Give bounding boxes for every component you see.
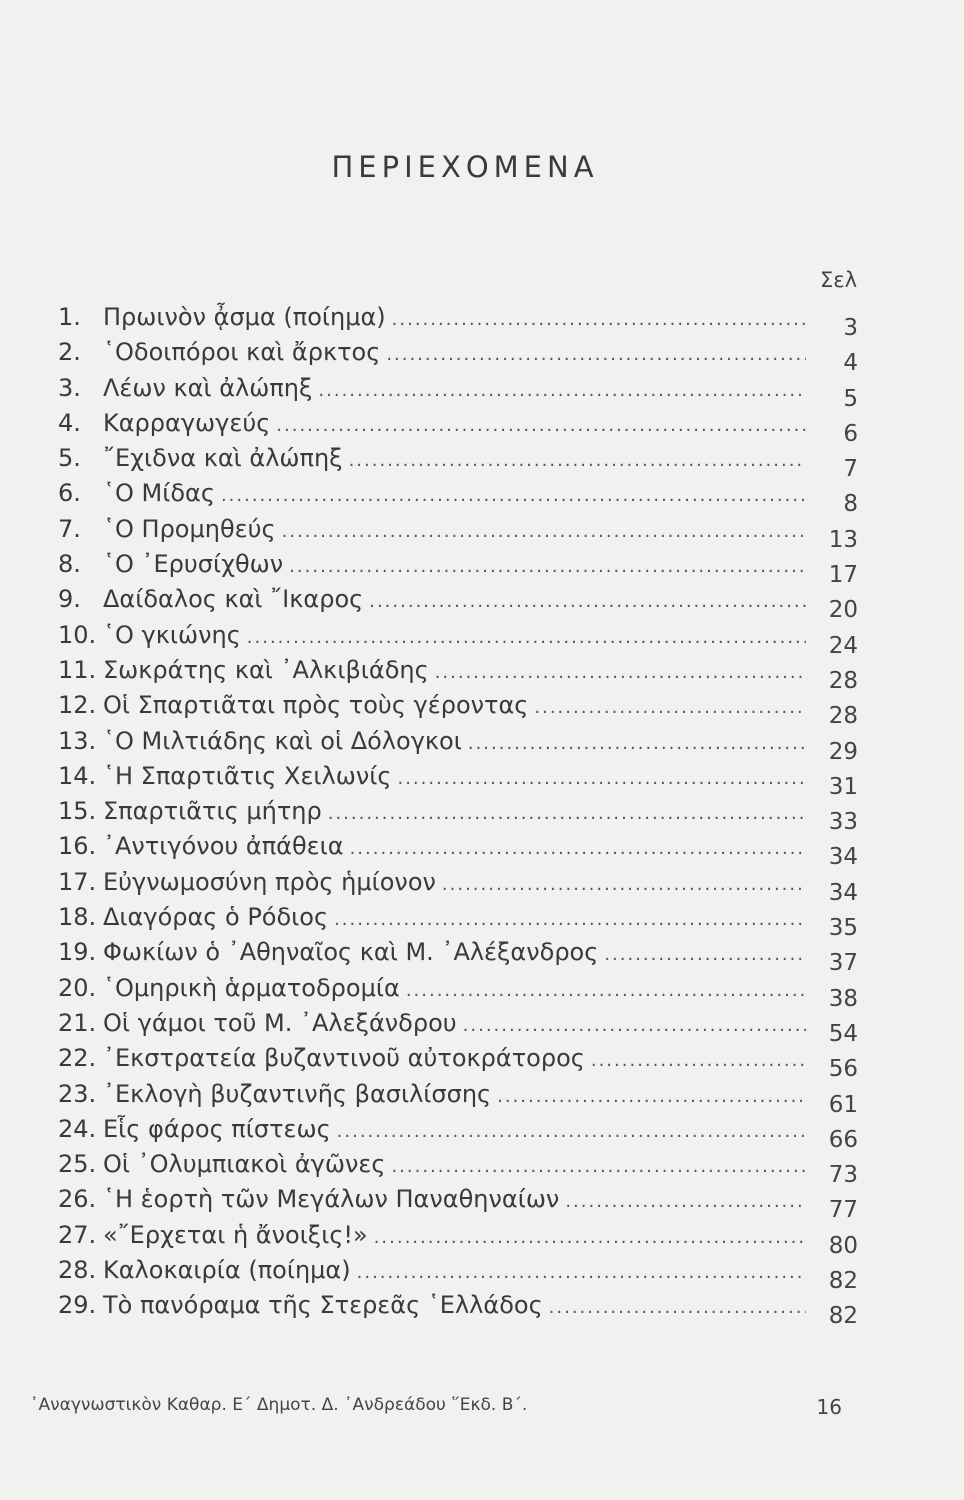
footer-book-info: ᾽Αναγνωστικὸν Καθαρ. Ε΄ Δημοτ. Δ. ᾽Ανδρεάδου ῞Εκδ. Β΄.: [30, 1395, 528, 1415]
toc-entry: [58, 724, 858, 765]
entry-page: 82: [828, 1268, 858, 1295]
toc-entry: [58, 971, 858, 1012]
entry-title: Καρραγωγεύς: [103, 408, 271, 437]
entry-title: Σπαρτιᾶτις μήτηρ: [103, 797, 322, 826]
toc-entry: [58, 1006, 858, 1047]
entry-page: 24: [828, 632, 858, 659]
toc-entry: [58, 653, 858, 694]
footer-signature-number: 16: [816, 1395, 842, 1419]
entry-page: 31: [828, 773, 858, 800]
toc-entry: [58, 935, 858, 977]
leader-dots: [386, 337, 806, 372]
entry-title: ᾽Εκστρατεία βυζαντινοῦ αὐτοκράτορος: [103, 1044, 585, 1073]
entry-title: ῎Εχιδνα καὶ ἀλώπηξ: [103, 444, 343, 473]
entry-title: ῾Οδοιπόροι καὶ ἄρκτος: [103, 338, 381, 367]
leader-dots: [318, 373, 806, 408]
entry-title: ῾Ο Προμηθεύς: [103, 514, 276, 543]
entry-page: 28: [828, 703, 858, 730]
toc-entry: [58, 865, 858, 906]
toc-entry: [58, 1077, 858, 1118]
leader-dots: [468, 726, 806, 761]
entry-number: 13.: [58, 726, 97, 755]
entry-number: 23.: [58, 1079, 97, 1108]
entry-page: 34: [828, 844, 858, 871]
toc-entry: [58, 1218, 858, 1259]
leader-dots: [337, 1114, 806, 1149]
leader-dots: [604, 937, 806, 972]
leader-dots: [435, 655, 806, 690]
leader-dots: [374, 1220, 806, 1255]
toc-entry: [58, 1288, 858, 1330]
entry-page: 8: [843, 491, 858, 518]
entry-page: 20: [828, 597, 858, 624]
leader-dots: [534, 690, 806, 725]
entry-page: 35: [828, 915, 858, 942]
entry-title: ῾Ο Μιλτιάδης καὶ οἱ Δόλογκοι: [103, 726, 462, 755]
entry-page: 34: [828, 879, 858, 906]
entry-page: 33: [828, 809, 858, 836]
toc-entry: [58, 1182, 858, 1224]
toc-entry: [58, 476, 858, 518]
entry-number: 8.: [58, 550, 81, 579]
entry-number: 5.: [58, 444, 81, 473]
entry-page: 29: [828, 738, 858, 765]
entry-number: 1.: [58, 303, 81, 331]
entry-number: 10.: [58, 620, 97, 649]
entry-page: 3: [843, 315, 858, 341]
entry-page: 38: [828, 985, 858, 1012]
entry-title: ᾽Αντιγόνου ἀπάθεια: [103, 832, 344, 861]
entry-page: 77: [828, 1197, 858, 1224]
leader-dots: [391, 1149, 806, 1184]
entry-number: 24.: [58, 1114, 97, 1143]
leader-dots: [349, 443, 806, 478]
entry-title: Οἱ Σπαρτιᾶται πρὸς τοὺς γέροντας: [103, 691, 529, 720]
toc-entry: [58, 618, 858, 659]
toc-entry: [58, 900, 858, 942]
entry-number: 29.: [58, 1291, 97, 1320]
toc-entry: [58, 371, 858, 412]
toc-entry: [58, 547, 858, 589]
toc-entry: [58, 1112, 858, 1153]
entry-page: 5: [843, 385, 858, 412]
entry-number: 4.: [58, 408, 81, 437]
entry-title: Εἷς φάρος πίστεως: [103, 1114, 331, 1143]
leader-dots: [282, 514, 806, 549]
leader-dots: [591, 1043, 806, 1078]
entry-number: 7.: [58, 514, 81, 543]
entry-title: Πρωινὸν ᾆσμα (ποίημα): [103, 303, 386, 331]
page-title: ΠΕΡΙΕΧΟΜΕΝΑ: [331, 150, 599, 184]
leader-dots: [463, 1008, 806, 1043]
entry-page: 61: [828, 1091, 858, 1118]
leader-dots: [289, 549, 806, 584]
entry-title: Φωκίων ὁ ᾽Αθηναῖος καὶ Μ. ᾽Αλέξανδρος: [103, 938, 599, 967]
leader-dots: [565, 1184, 806, 1219]
entry-title: Οἱ ᾽Ολυμπιακοὶ ἀγῶνες: [103, 1150, 386, 1179]
entry-number: 2.: [58, 338, 81, 367]
page-column-label: Σελ: [820, 268, 858, 292]
leader-dots: [442, 867, 806, 902]
entry-title: ῾Ο γκιώνης: [103, 620, 241, 649]
entry-title: «῎Ερχεται ἡ ἄνοιξις!»: [103, 1220, 368, 1249]
toc-entry: [58, 829, 858, 871]
leader-dots: [549, 1290, 806, 1325]
entry-number: 9.: [58, 585, 81, 614]
entry-title: Διαγόρας ὁ Ρόδιος: [103, 903, 329, 932]
leader-dots: [369, 584, 806, 619]
entry-number: 19.: [58, 938, 97, 967]
entry-title: Σωκράτης καὶ ᾽Αλκιβιάδης: [103, 655, 429, 684]
toc-entry: [58, 300, 858, 341]
entry-page: 66: [828, 1126, 858, 1153]
entry-page: 82: [828, 1303, 858, 1330]
entry-page: 6: [843, 420, 858, 447]
entry-title: Τὸ πανόραμα τῆς Στερεᾶς ῾Ελλάδος: [103, 1291, 543, 1320]
entry-page: 54: [828, 1020, 858, 1047]
leader-dots: [497, 1079, 806, 1114]
entry-number: 25.: [58, 1150, 97, 1179]
toc-entry: [58, 335, 858, 377]
leader-dots: [276, 408, 806, 443]
entry-page: 4: [843, 350, 858, 377]
leader-dots: [334, 902, 806, 937]
leader-dots: [247, 620, 806, 655]
table-of-contents: [58, 300, 858, 1330]
entry-title: Δαίδαλος καὶ ῎Ικαρος: [103, 585, 364, 614]
entry-page: 13: [828, 526, 858, 553]
entry-title: ῾Η Σπαρτιᾶτις Χειλωνίς: [103, 761, 392, 790]
toc-entry: [58, 1041, 858, 1083]
toc-entry: [58, 688, 858, 730]
toc-entry: [58, 794, 858, 836]
entry-number: 6.: [58, 479, 81, 508]
entry-title: ᾽Εκλογὴ βυζαντινῆς βασιλίσσης: [103, 1079, 492, 1108]
toc-entry: [58, 1147, 858, 1189]
toc-entry: [58, 406, 858, 447]
entry-page: 28: [828, 667, 858, 694]
entry-number: 11.: [58, 655, 97, 684]
entry-number: 18.: [58, 903, 97, 932]
leader-dots: [397, 761, 806, 796]
entry-title: ῾Ο Μίδας: [103, 479, 215, 508]
entry-number: 27.: [58, 1220, 97, 1249]
entry-number: 3.: [58, 373, 81, 402]
page-footer: [30, 1395, 850, 1419]
entry-number: 15.: [58, 797, 97, 826]
entry-page: 7: [843, 456, 858, 483]
leader-dots: [392, 302, 806, 337]
entry-number: 26.: [58, 1185, 97, 1214]
entry-number: 17.: [58, 867, 97, 896]
entry-page: 37: [828, 950, 858, 977]
entry-title: Καλοκαιρία (ποίημα): [103, 1256, 351, 1285]
leader-dots: [406, 973, 806, 1008]
toc-entry: [58, 582, 858, 624]
entry-title: ῾Η ἑορτὴ τῶν Μεγάλων Παναθηναίων: [103, 1185, 560, 1214]
entry-number: 12.: [58, 691, 97, 720]
leader-dots: [357, 1255, 806, 1290]
entry-number: 20.: [58, 973, 97, 1002]
leader-dots: [221, 478, 806, 513]
entry-number: 22.: [58, 1044, 97, 1073]
leader-dots: [328, 796, 806, 831]
entry-title: ῾Ο ᾽Ερυσίχθων: [103, 550, 284, 579]
entry-title: ῾Ομηρικὴ ἁρματοδρομία: [103, 973, 400, 1002]
toc-entry: [58, 759, 858, 800]
toc-entry: [58, 441, 858, 483]
toc-entry: [58, 512, 858, 553]
entry-number: 21.: [58, 1008, 97, 1037]
entry-page: 80: [828, 1232, 858, 1259]
entry-page: 73: [828, 1162, 858, 1189]
toc-entry: [58, 1253, 858, 1295]
entry-title: Εὐγνωμοσύνη πρὸς ἡμίονον: [103, 867, 436, 896]
entry-number: 14.: [58, 761, 97, 790]
leader-dots: [350, 831, 806, 866]
entry-number: 28.: [58, 1256, 97, 1285]
entry-number: 16.: [58, 832, 97, 861]
entry-title: Οἱ γάμοι τοῦ Μ. ᾽Αλεξάνδρου: [103, 1008, 457, 1037]
entry-page: 17: [828, 562, 858, 589]
entry-page: 56: [828, 1056, 858, 1083]
entry-title: Λέων καὶ ἀλώπηξ: [103, 373, 313, 402]
